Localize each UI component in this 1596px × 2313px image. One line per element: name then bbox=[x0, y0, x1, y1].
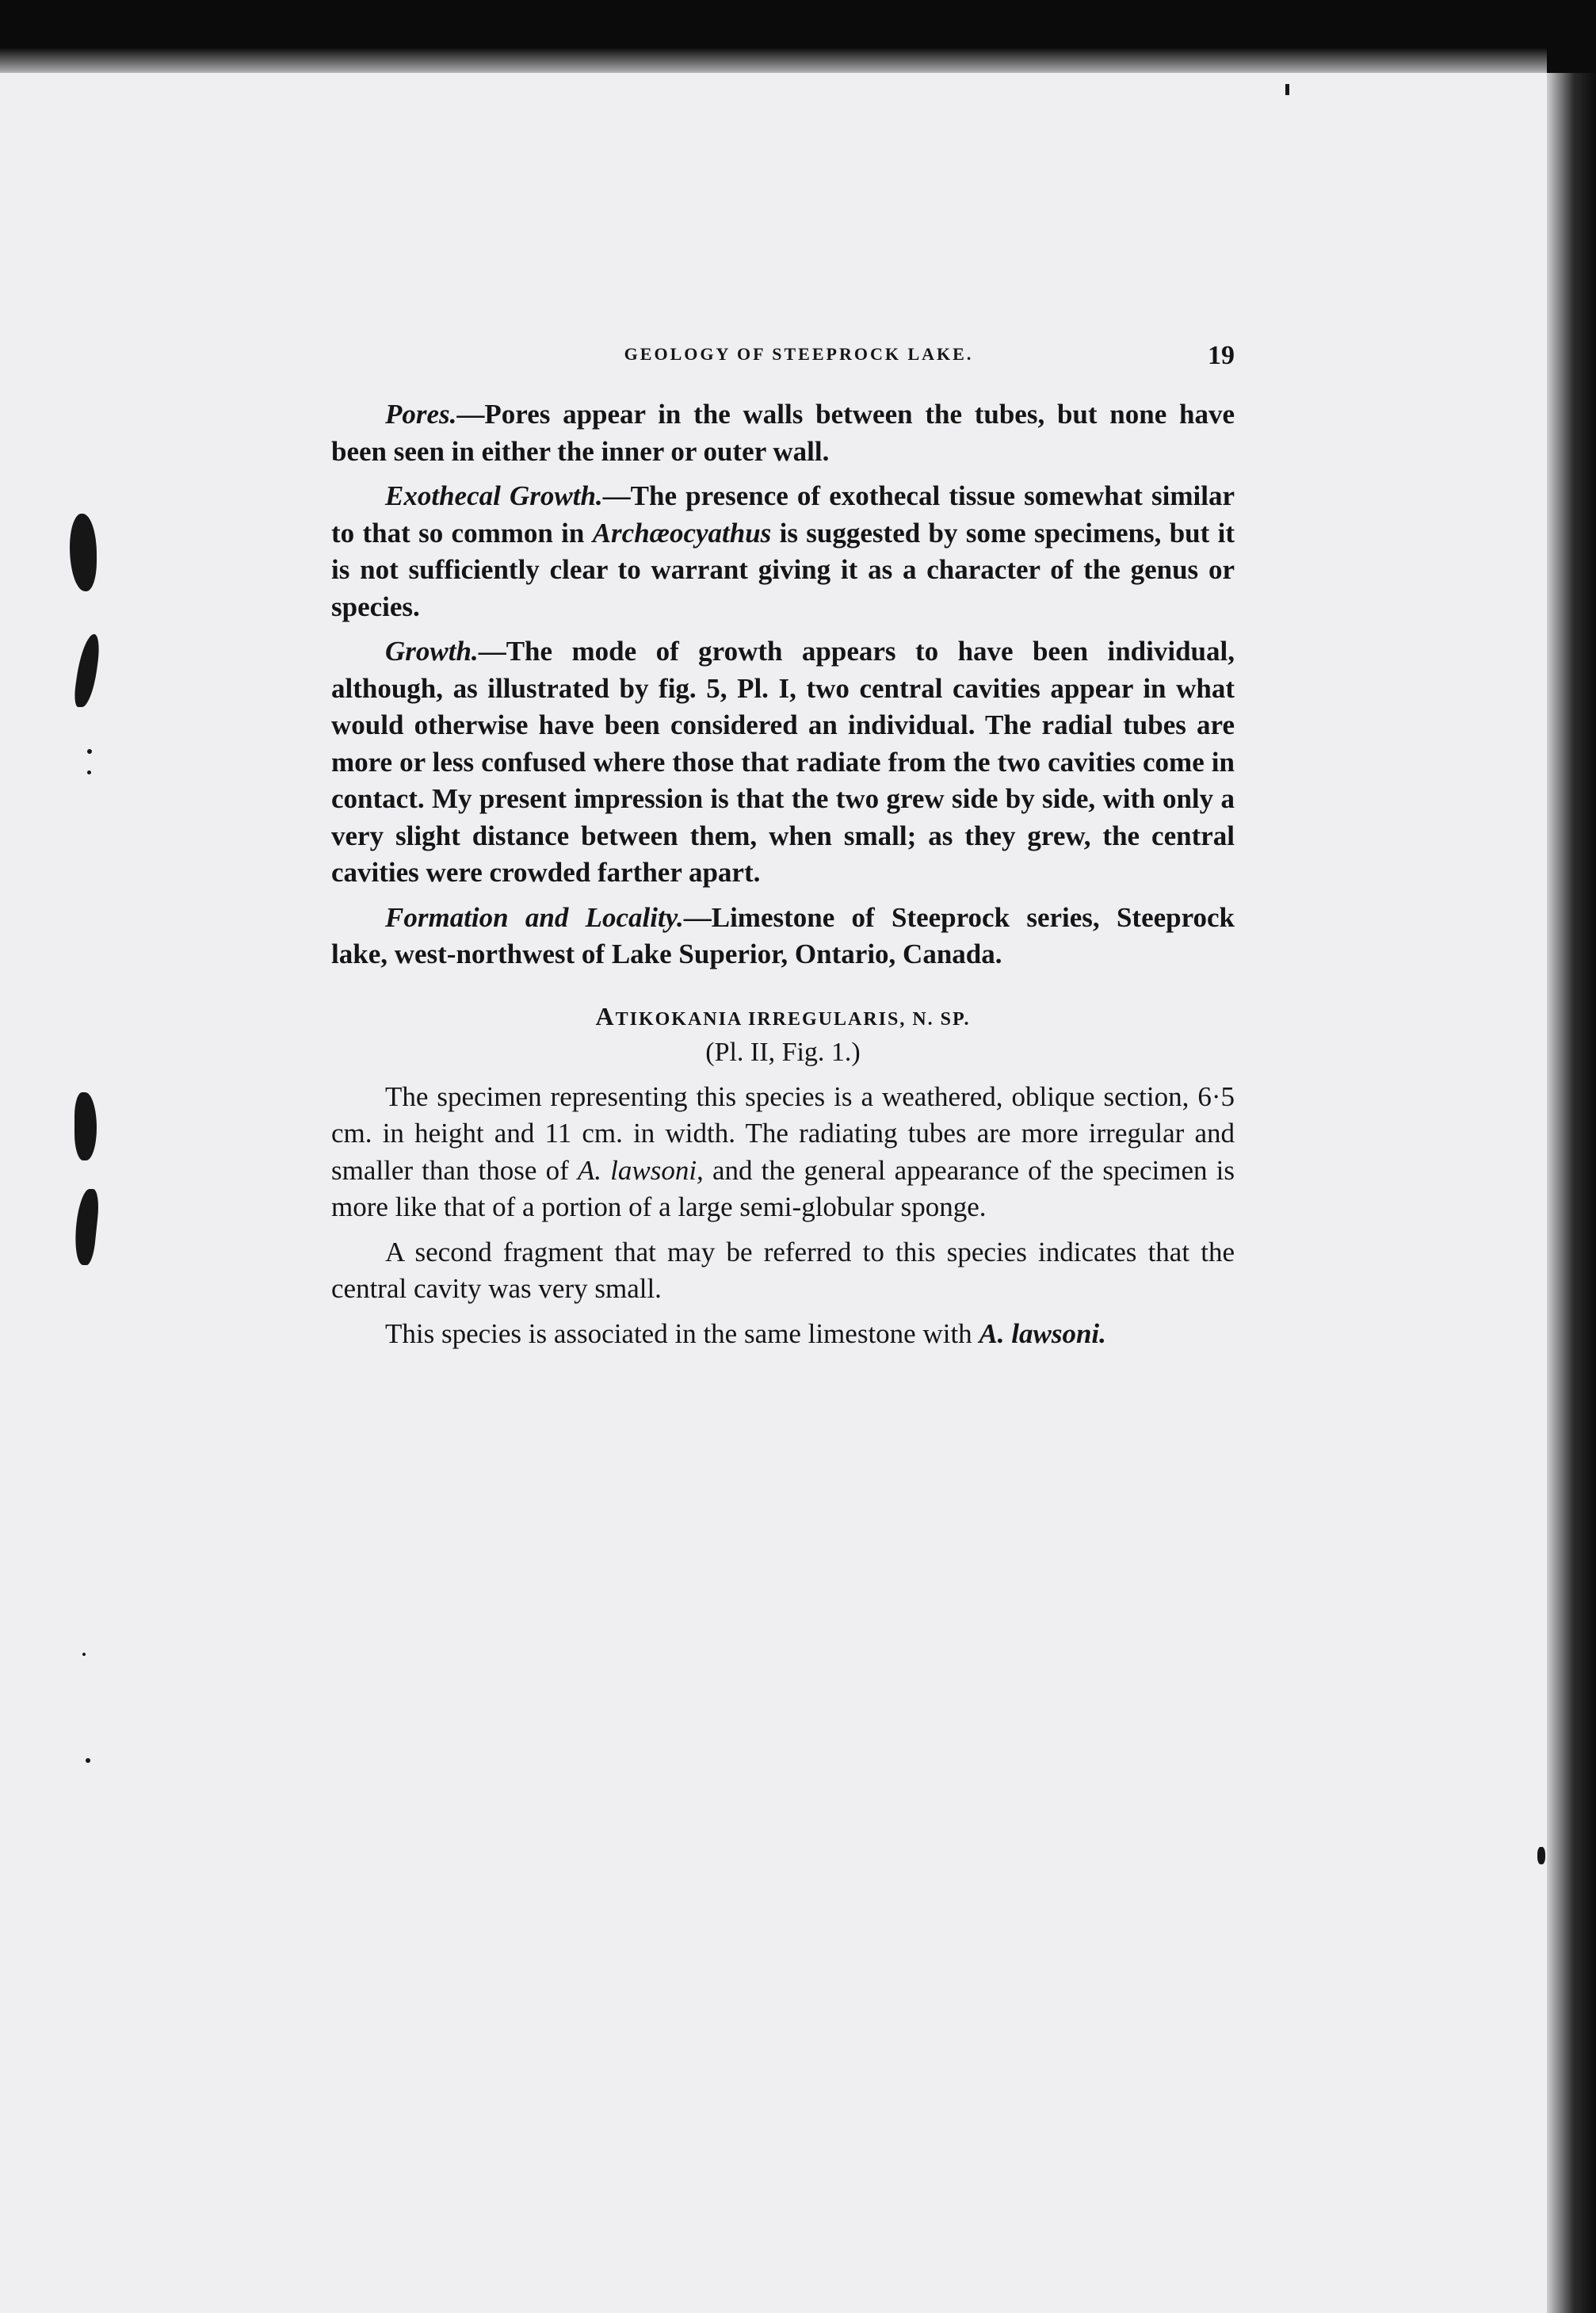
paragraph-body: The specimen representing this species is a weathered, oblique section, 6·5 cm. in height and 11 cm. in width. The radiating tubes are more irregular and smaller than those of bbox=[331, 1080, 1235, 1186]
taxon-name: A. lawsoni. bbox=[979, 1317, 1106, 1349]
taxon-name: A. lawsoni, bbox=[577, 1154, 704, 1186]
species-description bbox=[331, 1079, 1235, 1353]
paragraph-description bbox=[331, 1079, 1235, 1226]
taxon-name: Archæocyathus bbox=[592, 517, 772, 549]
paragraph-heading: Pores. bbox=[385, 399, 457, 430]
margin-dot bbox=[82, 1653, 86, 1656]
edge-mark bbox=[1285, 84, 1289, 95]
paragraph-association bbox=[331, 1316, 1235, 1353]
edge-mark bbox=[1537, 1847, 1545, 1864]
paragraph-body: and the general appearance of the specimen is more like that of a portion of a large semi-globular sponge. bbox=[331, 1154, 1235, 1222]
paragraph-body: —Pores appear in the walls between the tubes, but none have been seen in either the inner or outer wall. bbox=[331, 399, 1235, 467]
paragraph-body: This species is associated in the same limestone with bbox=[385, 1317, 979, 1349]
margin-dot bbox=[87, 749, 92, 754]
species-heading bbox=[331, 1002, 1235, 1031]
paragraph-exothecal bbox=[331, 478, 1235, 625]
running-head bbox=[331, 341, 1235, 380]
paragraph-heading: Formation and Locality. bbox=[385, 901, 684, 933]
paragraph-heading: Growth. bbox=[385, 636, 479, 667]
page-text bbox=[331, 341, 1235, 1360]
paragraph-heading: Exothecal Growth. bbox=[385, 480, 603, 511]
species-heading-initial: A bbox=[595, 1001, 616, 1030]
paragraph-body: —The presence of exothecal tissue somewhat similar to that so common in bbox=[331, 480, 1235, 549]
species-heading-rest: TIKOKANIA IRREGULARIS, N. SP. bbox=[615, 1008, 971, 1030]
margin-mark bbox=[74, 1092, 97, 1160]
paragraph-second-fragment: A second fragment that may be referred to this species indicates that the central cavity was very small. bbox=[331, 1236, 1235, 1304]
scan-right-edge bbox=[1547, 73, 1596, 2313]
paragraph-growth bbox=[331, 633, 1235, 892]
page-number: 19 bbox=[1208, 341, 1235, 370]
plate-reference: (Pl. II, Fig. 1.) bbox=[705, 1037, 861, 1067]
paragraph-body: —Limestone of Steeprock series, Steeprock lake, west-northwest of Lake Superior, Ontario, Canada. bbox=[331, 901, 1235, 969]
margin-dot bbox=[86, 1758, 90, 1763]
paragraph-pores bbox=[331, 396, 1235, 470]
running-title: GEOLOGY OF STEEPROCK LAKE. bbox=[624, 344, 974, 364]
paragraph-formation bbox=[331, 900, 1235, 973]
paragraph-body: —The mode of growth appears to have been individual, although, as illustrated by fig. 5, Pl. I, two central cavities appear in what would otherwise have been considered an individual. The radial tubes are more or less confused where those that radiate from the two cavities come in contact. My present impression is that the two grew side by side, with only a very slight distance between them, when small; as they grew, the central cavities were crowded farther apart. bbox=[331, 636, 1235, 888]
paragraph-body: is suggested by some specimens, but it is not sufficiently clear to warrant giving it as a character of the genus or species. bbox=[331, 517, 1235, 622]
margin-dot bbox=[87, 770, 91, 774]
